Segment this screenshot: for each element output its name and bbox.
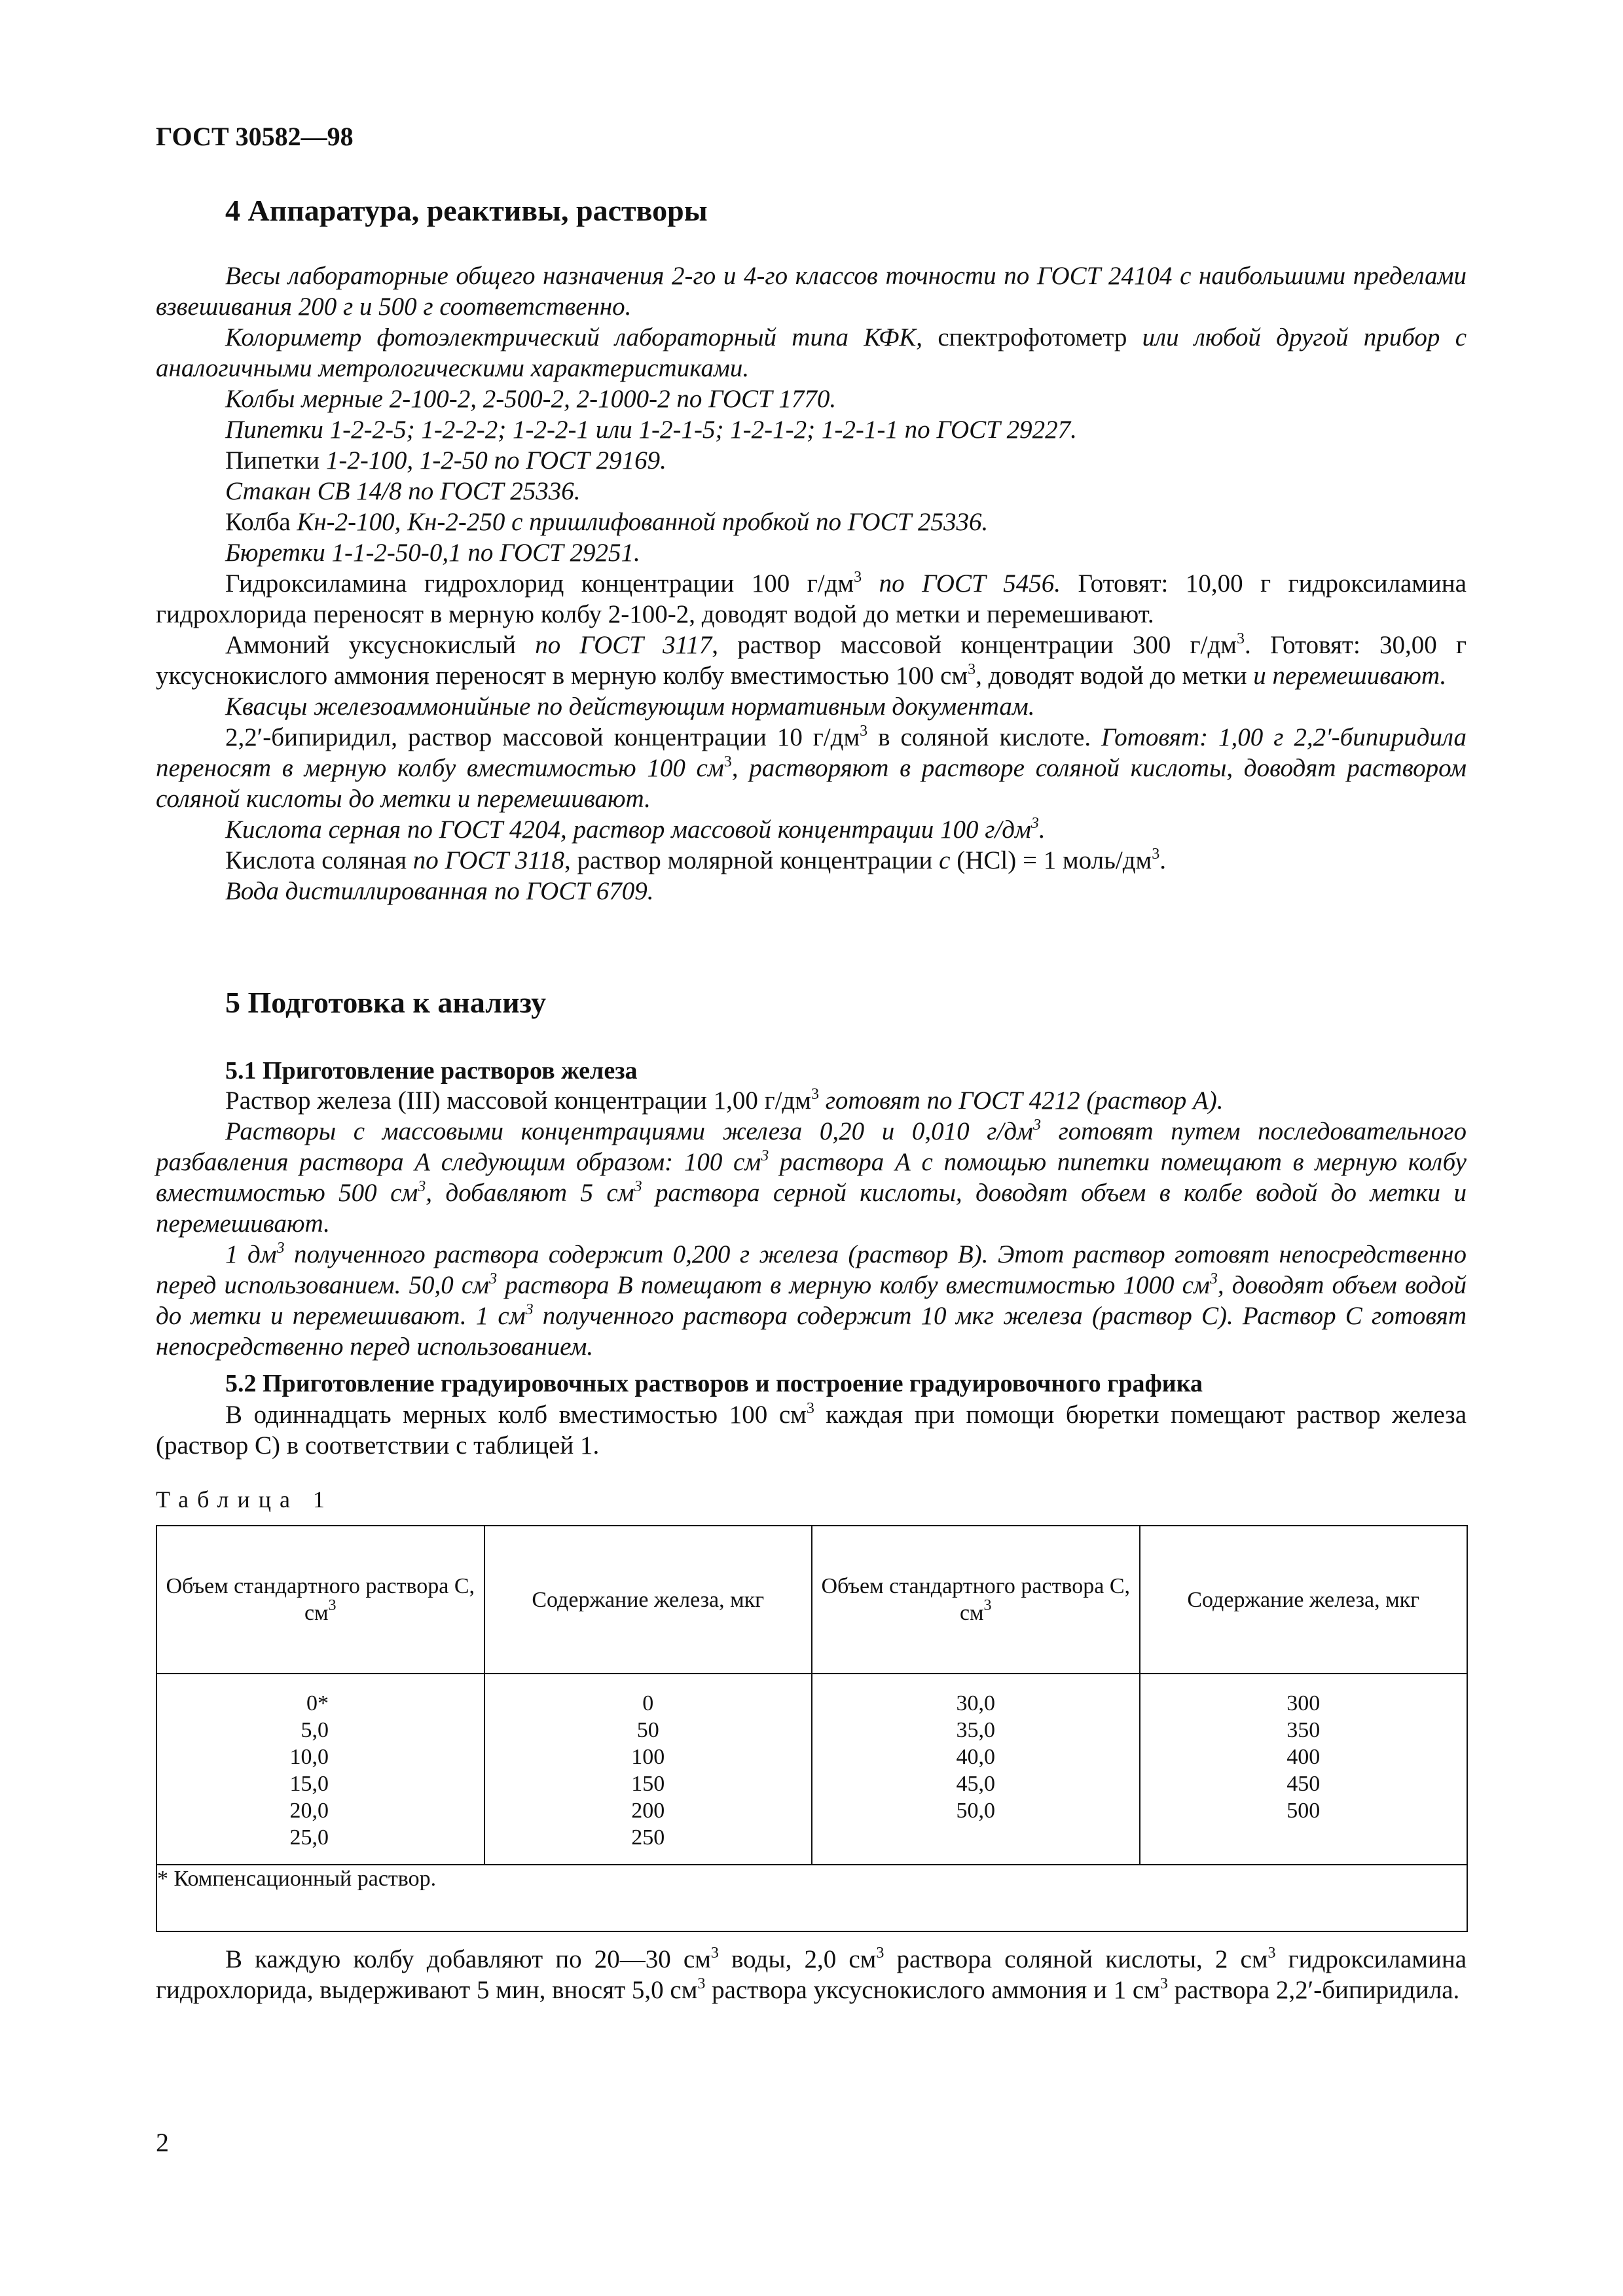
iron-solution-b-c: 1 $дм^3$ полученного раствора содержит 0,200 г железа (раствор В). Этот раствор готовят непосредственно перед использованием. 50,0 $см^3$ раствора В помещают в мерную колбу вместимостью 1000 $см^3$, доводят объем водой до метки и перемешивают. 1 $см^3$ полученного раствора содержит 10 мкг железа (раствор С). Раствор С готовят непосредственно перед использованием. [156,1240,1467,1361]
table-cell: 450 [1286,1772,1321,1796]
item-burettes: Бюретки 1-1-2-50-0,1 по ГОСТ 29251. [225,539,640,567]
table-header-row [156,1526,1467,1674]
table-cell: 25,0 [289,1825,329,1850]
table-cell: 400 [1286,1745,1321,1769]
item-pipettes-2: Пипетки 1-2-100, 1-2-50 по ГОСТ 29169. [225,446,666,475]
subsection-5-1-body [156,1085,1467,1362]
item-hydroxylamine: Гидроксиламина гидрохлорид концентрации 100 $г/дм^3$ по ГОСТ 5456. Готовят: 10,00 г гидроксиламина гидрохлорида переносят в мерную колбу 2-100-2, доводят водой до метки и перемешивают. [156,569,1467,628]
item-hydrochloric-acid: Кислота соляная по ГОСТ 3118, раствор молярной концентрации c (HCl) = 1 моль/$дм^3$. [225,846,1166,874]
table-note-row [156,1865,1467,1931]
table-cell: 50 [636,1718,659,1742]
item-flasks: Колбы мерные 2-100-2, 2-500-2, 2-1000-2 по ГОСТ 1770. [225,385,837,413]
table-cell: 20,0 [289,1799,329,1823]
calibration-intro: В одиннадцать мерных колб вместимостью 100 $см^3$ каждая при помощи бюретки помещают раствор железа (раствор С) в соответствии с таблицей 1. [156,1400,1467,1460]
table-cell: 0 [642,1691,654,1715]
table-data-row [156,1674,1467,1865]
header-iron-1: Содержание железа, мкг [484,1526,812,1674]
table-cell: 35,0 [956,1718,995,1742]
table-cell: 45,0 [956,1772,995,1796]
item-sulfuric-acid: Кислота серная по ГОСТ 4204, раствор массовой концентрации 100 $г/дм^3$. [225,815,1046,844]
table-cell: 300 [1286,1691,1321,1715]
iron-solution-a: Раствор железа (III) массовой концентрации 1,00 $г/дм^3$ готовят по ГОСТ 4212 (раствор А). [225,1086,1224,1115]
table-cell: 0* [306,1691,329,1715]
section-4-body [156,260,1467,906]
standard-header: ГОСТ 30582—98 [156,122,354,151]
column-volume-1 [156,1674,484,1865]
column-volume-2 [812,1674,1140,1865]
item-bipyridyl: 2,2′-бипиридил, раствор массовой концентрации 10 $г/дм^3$ в соляной кислоте. Готовят: 1,00 г 2,2′-бипиридила переносят в мерную колбу вместимостью 100 $см^3$, растворяют в растворе соляной кислоты, доводят раствором соляной кислоты до метки и перемешивают. [156,723,1467,813]
table-cell: 15,0 [289,1772,329,1796]
table-footnote: * Компенсационный раствор. [156,1865,1467,1931]
column-iron-2 [1140,1674,1468,1865]
item-scales: Весы лабораторные общего назначения 2-го и 4-го классов точности по ГОСТ 24104 с наибольшими пределами взвешивания 200 г и 500 г соответственно. [156,262,1467,321]
table-cell: 150 [631,1772,665,1796]
subsection-5-2-body [156,1399,1467,1461]
section-4-title: 4 Аппаратура, реактивы, растворы [225,194,708,227]
item-ammonium-acetate: Аммоний уксуснокислый по ГОСТ 3117, раствор массовой концентрации 300 $г/дм^3$. Готовят: 30,00 г уксуснокислого аммония переносят в мерную колбу вместимостью 100 $см^3$, доводят водой до метки и перемешивают. [156,630,1467,690]
iron-dilution: Растворы с массовыми концентрациями железа 0,20 и 0,010 $г/дм^3$ готовят путем последовательного разбавления раствора А следующим образом: 100 $см^3$ раствора А с помощью пипетки помещают в мерную колбу вместимостью 500 $см^3$, добавляют 5 $см^3$ раствора серной кислоты, доводят объем в колбе водой до метки и перемешивают. [156,1117,1467,1238]
column-iron-1 [484,1674,812,1865]
item-distilled-water: Вода дистиллированная по ГОСТ 6709. [225,877,654,905]
table-cell: 350 [1286,1718,1321,1742]
header-iron-2: Содержание железа, мкг [1140,1526,1468,1674]
table-1-caption: Таблица 1 [156,1486,333,1513]
table-cell: 50,0 [956,1799,995,1823]
table-cell: 5,0 [301,1718,329,1742]
item-pipettes-1: Пипетки 1-2-2-5; 1-2-2-2; 1-2-2-1 или 1-2-1-5; 1-2-1-2; 1-2-1-1 по ГОСТ 29227. [225,416,1077,444]
header-volume-1: Объем стандартного раствора С, $см^3$ [156,1526,484,1674]
final-paragraph-block [156,1944,1467,2005]
table-cell: 100 [631,1745,665,1769]
table-cell: 500 [1286,1799,1321,1823]
page-number: 2 [156,2128,169,2157]
subsection-5-1-title: 5.1 Приготовление растворов железа [225,1057,638,1085]
table-cell: 40,0 [956,1745,995,1769]
table-cell: 10,0 [289,1745,329,1769]
header-volume-2: Объем стандартного раствора С, $см^3$ [812,1526,1140,1674]
table-cell: 30,0 [956,1691,995,1715]
item-flask-kn: Колба Кн-2-100, Кн-2-250 с пришлифованной пробкой по ГОСТ 25336. [225,508,989,536]
subsection-5-2-title: 5.2 Приготовление градуировочных растворов и построение градуировочного графика [225,1370,1203,1397]
item-beaker: Стакан СВ 14/8 по ГОСТ 25336. [225,477,581,505]
table-cell: 250 [631,1825,665,1850]
item-colorimeter: Колориметр фотоэлектрический лабораторный типа КФК, спектрофотометр или любой другой прибор с аналогичными метрологическими характеристиками. [156,323,1467,382]
reagent-addition: В каждую колбу добавляют по 20—30 $см^3$ воды, 2,0 $см^3$ раствора соляной кислоты, 2 $см^3$ гидроксиламина гидрохлорида, выдерживают 5 мин, вносят 5,0 $см^3$ раствора уксуснокислого аммония и 1 $см^3$ раствора 2,2′-бипиридила. [156,1945,1467,2004]
item-alum: Квасцы железоаммонийные по действующим нормативным документам. [225,692,1035,721]
table-1 [156,1525,1468,1932]
section-5-title: 5 Подготовка к анализу [225,986,547,1019]
table-cell: 200 [631,1799,665,1823]
